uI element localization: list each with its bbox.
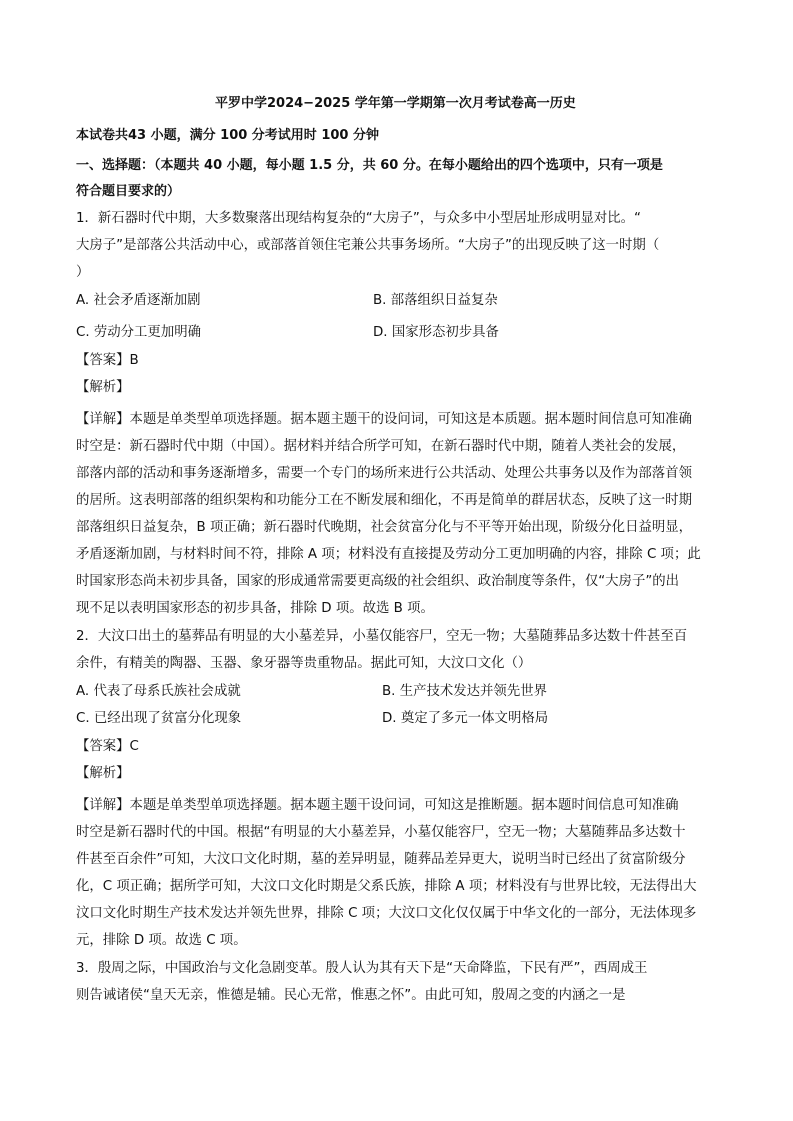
q2-detail-line: 件甚至百余件”可知，大汶口文化时期，墓的差异明显，随葬品差异更大，说明当时已经出了贫富阶级分 <box>76 852 686 867</box>
q2-detail-line: 化，C 项正确；据所学可知，大汶口文化时期是父系氏族，排除 A 项；材料没有与世界比较，无法得出大 <box>76 879 697 894</box>
section-heading-line2: 符合题目要求的） <box>76 184 181 199</box>
q1-option-c: C. 劳动分工更加明确 <box>76 325 201 340</box>
q1-detail-line: 【详解】本题是单类型单项选择题。据本题主题干的设问词，可知这是本质题。据本题时间信息可知准确 <box>76 412 692 427</box>
q1-detail-line: 的居所。这表明部落的组织架构和功能分工在不断发展和细化，不再是简单的群居状态，反映了这一时期 <box>76 493 692 508</box>
q1-option-d: D. 国家形态初步具备 <box>373 325 499 340</box>
q2-stem-line2: 余件，有精美的陶器、玉器、象牙器等贵重物品。据此可知，大汶口文化（） <box>76 656 532 671</box>
q1-detail-line: 矛盾逐渐加剧，与材料时间不符，排除 A 项；材料没有直接提及劳动分工更加明确的内容，排除 C 项；此 <box>76 547 701 562</box>
exam-intro: 本试卷共43 小题，满分 100 分考试用时 100 分钟 <box>76 128 379 143</box>
q2-option-d: D. 奠定了多元一体文明格局 <box>382 711 549 726</box>
q2-answer: 【答案】C <box>76 739 139 754</box>
q2-detail-line: 时空是新石器时代的中国。根据“有明显的大小墓差异，小墓仅能容尸，空无一物；大墓随葬品多达数十 <box>76 825 686 840</box>
q3-stem-line1: 3．殷周之际，中国政治与文化急剧变革。殷人认为其有天下是“天命降监，下民有严”，西周成王 <box>76 961 648 976</box>
q1-detail-line: 时国家形态尚未初步具备，国家的形成通常需要更高级的社会组织、政治制度等条件，仅“大房子”的出 <box>76 574 680 589</box>
q1-stem-line2: 大房子”是部落公共活动中心，或部落首领住宅兼公共事务场所。“大房子”的出现反映了这一时期（ <box>76 238 660 253</box>
section-heading-line1: 一、选择题：（本题共 40 小题，每小题 1.5 分，共 60 分。在每小题给出的四个选项中，只有一项是 <box>76 158 663 173</box>
q1-stem-line1: 1．新石器时代中期，大多数聚落出现结构复杂的“大房子”，与众多中小型居址形成明显对比。“ <box>76 211 641 226</box>
q1-option-a: A. 社会矛盾逐渐加剧 <box>76 293 201 308</box>
q2-detail-line: 【详解】本题是单类型单项选择题。据本题主题干设问词，可知这是推断题。据本题时间信息可知准确 <box>76 798 679 813</box>
q2-option-c: C. 已经出现了贫富分化现象 <box>76 711 242 726</box>
q2-analysis-label: 【解析】 <box>76 766 130 781</box>
q2-detail-line: 汶口文化时期生产技术发达并领先世界，排除 C 项；大汶口文化仅仅属于中华文化的一部分，无法体现多 <box>76 906 697 921</box>
q3-stem-line2: 则告诫诸侯“皇天无亲，惟德是辅。民心无常，惟惠之怀”。由此可知，殷周之变的内涵之一是 <box>76 988 626 1003</box>
q1-detail-line: 部落内部的活动和事务逐渐增多，需要一个专门的场所来进行公共活动、处理公共事务以及作为部落首领 <box>76 466 692 481</box>
q2-detail-line: 元，排除 D 项。故选 C 项。 <box>76 933 247 948</box>
q1-detail-line: 部落组织日益复杂，B 项正确；新石器时代晚期，社会贫富分化与不平等开始出现，阶级分化日益明显， <box>76 520 693 535</box>
q1-option-b: B. 部落组织日益复杂 <box>373 293 498 308</box>
q2-stem-line1: 2．大汶口出土的墓葬品有明显的大小墓差异，小墓仅能容尸，空无一物；大墓随葬品多达数十件甚至百 <box>76 629 688 644</box>
q1-detail-line: 现不足以表明国家形态的初步具备，排除 D 项。故选 B 项。 <box>76 601 434 616</box>
exam-title: 平罗中学2024−2025 学年第一学期第一次月考试卷高一历史 <box>215 96 576 111</box>
q1-detail-line: 时空是：新石器时代中期（中国）。据材料并结合所学可知，在新石器时代中期，随着人类社会的发展， <box>76 439 686 454</box>
q1-stem-line3: ） <box>76 265 90 280</box>
q1-analysis-label: 【解析】 <box>76 380 130 395</box>
q2-option-b: B. 生产技术发达并领先世界 <box>382 684 547 699</box>
q1-answer: 【答案】B <box>76 353 139 368</box>
q2-option-a: A. 代表了母系氏族社会成就 <box>76 684 241 699</box>
